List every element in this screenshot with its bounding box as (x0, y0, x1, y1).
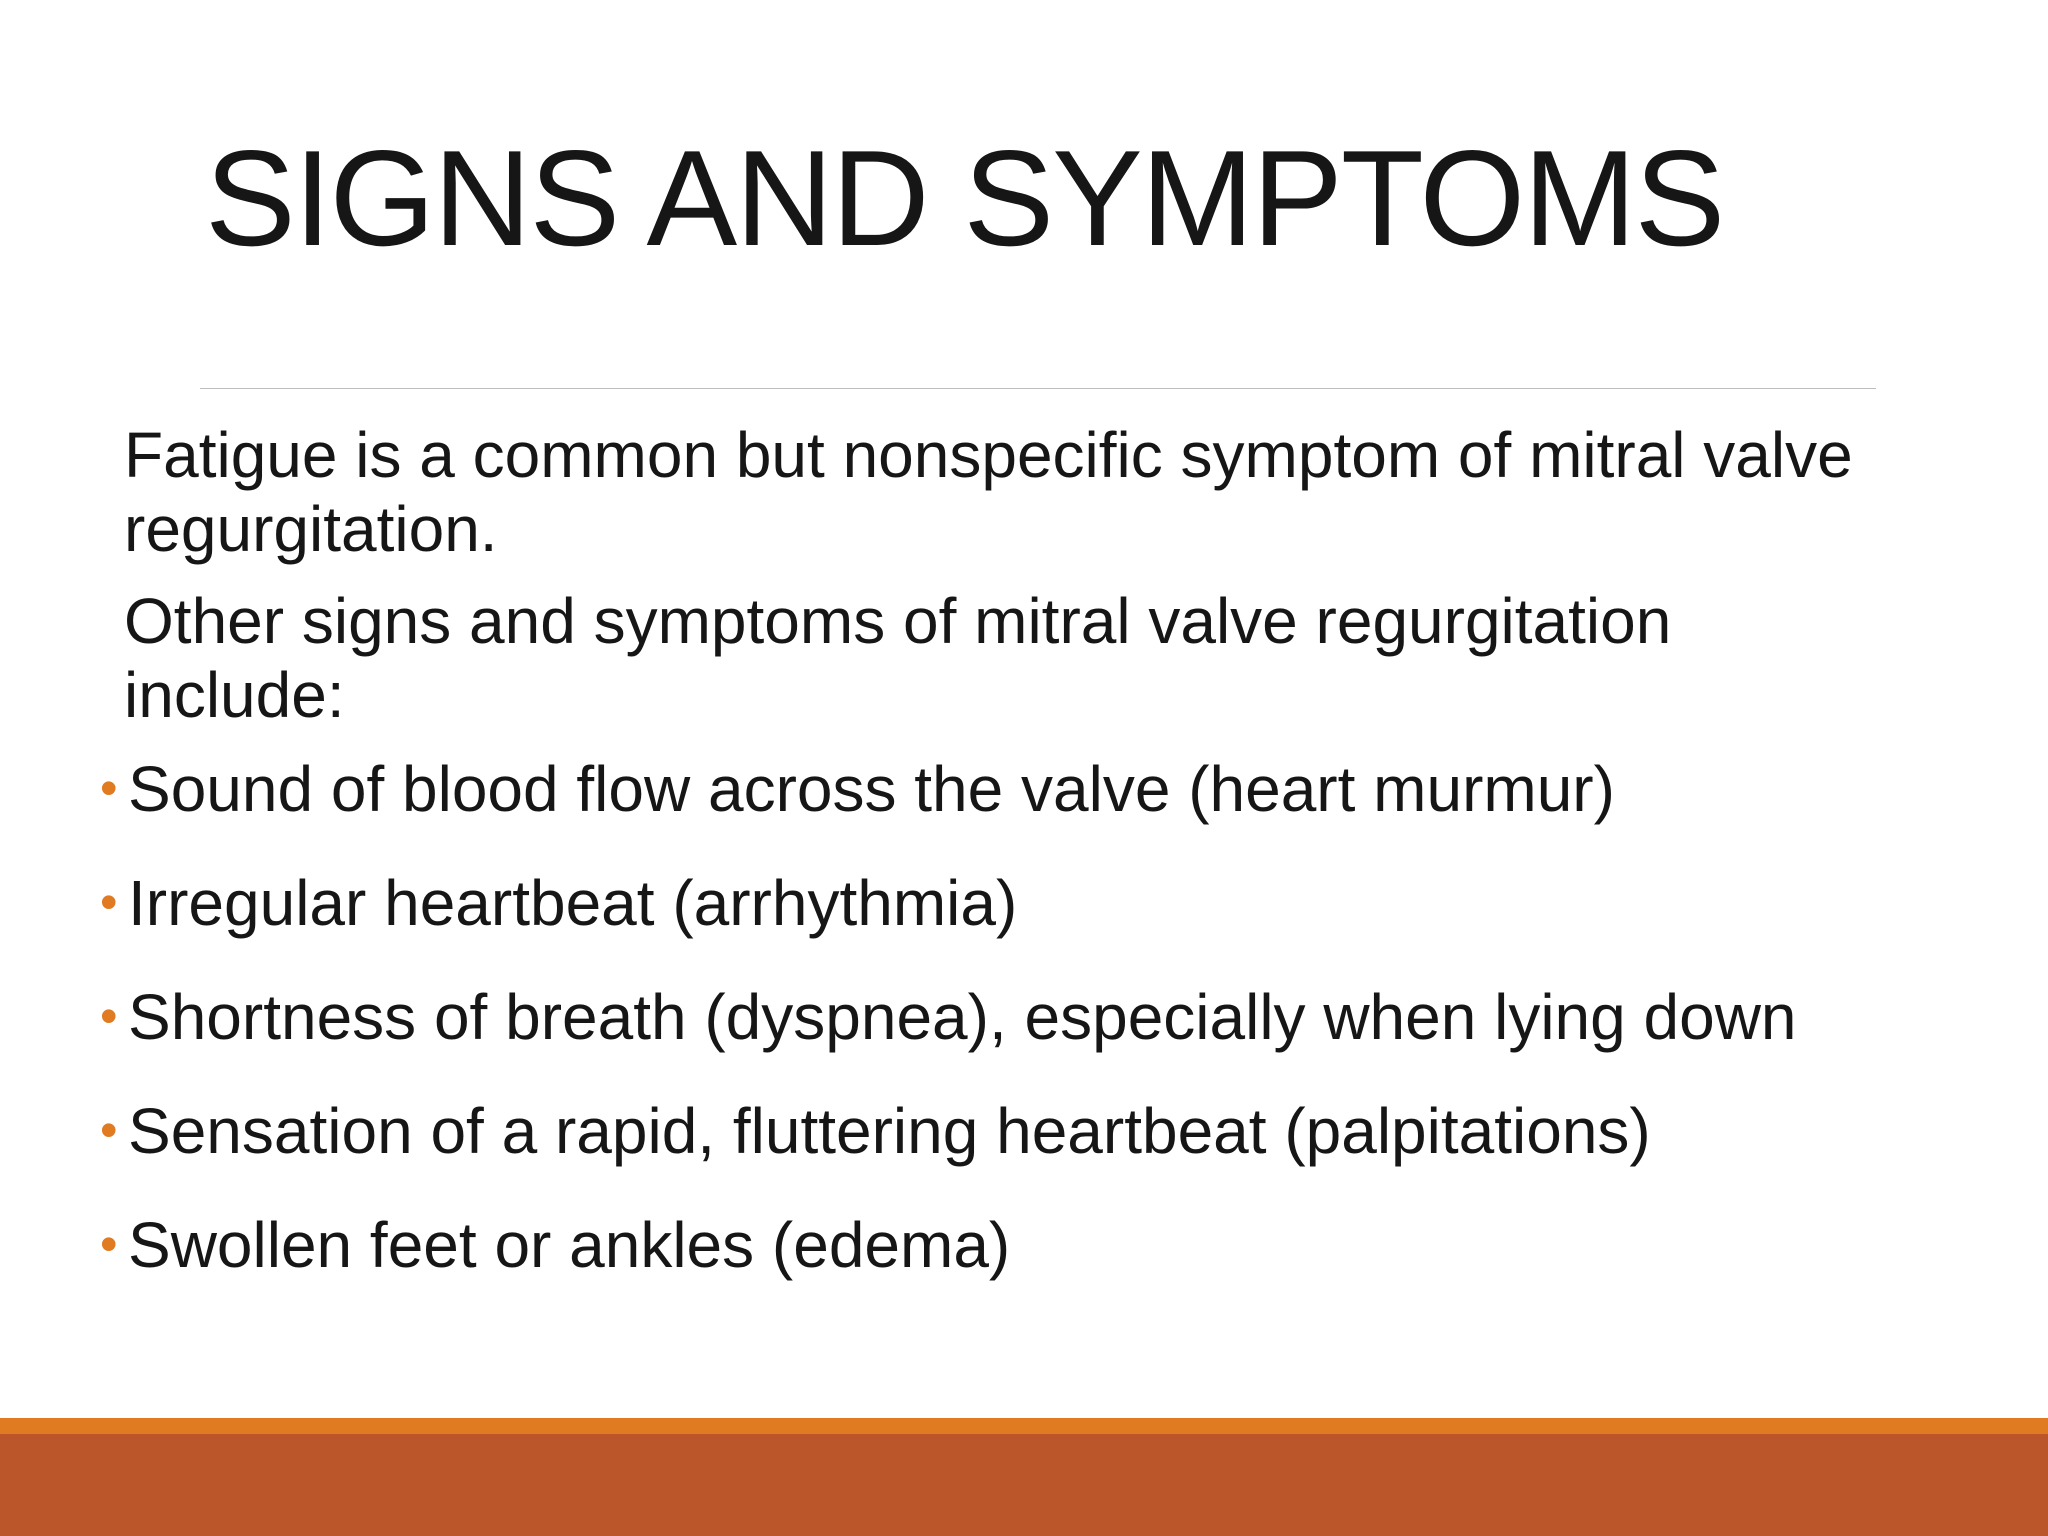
bullet-dot-icon: • (100, 988, 118, 1044)
bullet-dot-icon: • (100, 874, 118, 930)
list-item-text: Irregular heartbeat (arrhythmia) (128, 867, 1018, 939)
bullet-dot-icon: • (100, 760, 118, 816)
footer-band (0, 1418, 2048, 1536)
bullet-dot-icon: • (100, 1216, 118, 1272)
list-item (100, 752, 1980, 866)
list-item (100, 1094, 1980, 1208)
footer-accent-stripe (0, 1418, 2048, 1434)
slide-title: SIGNS AND SYMPTOMS (205, 122, 1724, 274)
paragraph-fatigue: Fatigue is a common but nonspecific symptom of mitral valve regurgitation. (124, 419, 1853, 565)
list-item-text: Swollen feet or ankles (edema) (128, 1209, 1011, 1281)
paragraph-other-signs: Other signs and symptoms of mitral valve regurgitation include: (124, 585, 1672, 731)
title-divider (200, 388, 1876, 389)
list-item-text: Shortness of breath (dyspnea), especially when lying down (128, 981, 1797, 1053)
bullet-dot-icon: • (100, 1102, 118, 1158)
list-item-text: Sensation of a rapid, fluttering heartbeat (palpitations) (128, 1095, 1651, 1167)
list-item (100, 1208, 1980, 1322)
footer-bar (0, 1434, 2048, 1536)
list-item (100, 980, 1980, 1094)
list-item-text: Sound of blood flow across the valve (heart murmur) (128, 753, 1615, 825)
slide-body (100, 418, 1980, 1322)
symptom-list (100, 752, 1980, 1322)
list-item (100, 866, 1980, 980)
